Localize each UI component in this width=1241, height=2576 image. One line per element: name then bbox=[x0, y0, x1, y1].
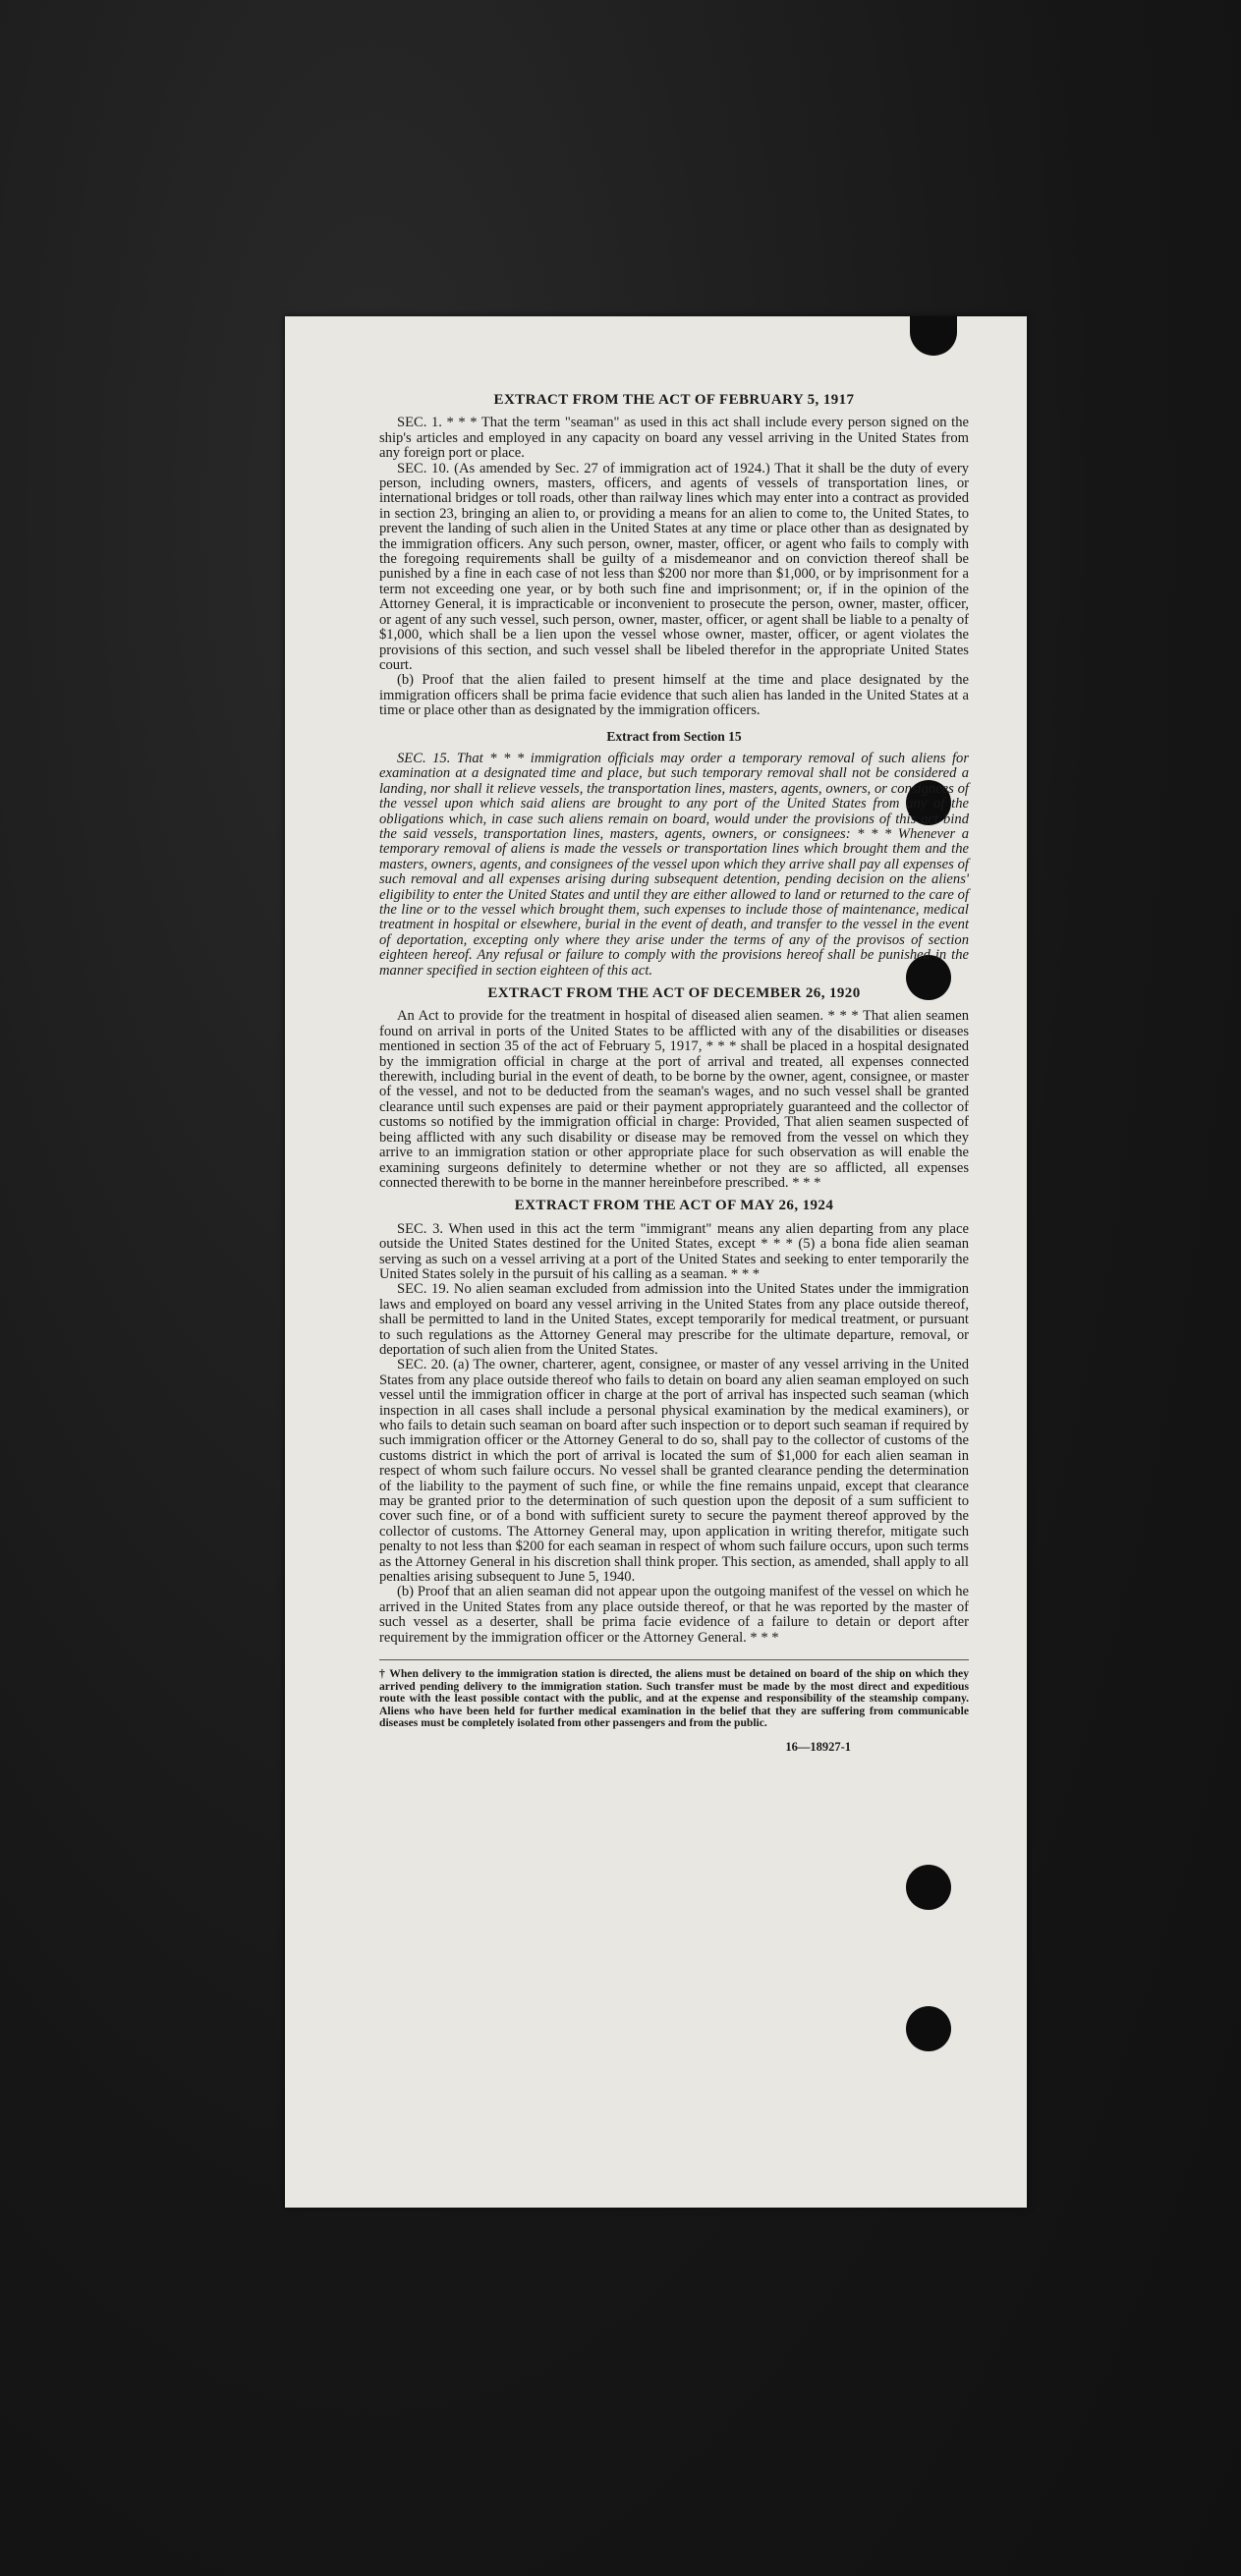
heading-act-1924: EXTRACT FROM THE ACT OF MAY 26, 1924 bbox=[514, 1198, 834, 1214]
paragraph-sec-1: SEC. 1. * * * That the term "seaman" as used in this act shall include every person signed on the ship's articles and employed in any capacity on board any vessel arriving in the United States from any foreign port or place. bbox=[379, 415, 969, 462]
subheading-section-15: Extract from Section 15 bbox=[606, 728, 742, 744]
punch-hole-4 bbox=[906, 2006, 951, 2051]
document-page bbox=[285, 316, 1027, 2208]
heading-act-1917: EXTRACT FROM THE ACT OF FEBRUARY 5, 1917 bbox=[493, 392, 855, 408]
paragraph-sec-19: SEC. 19. No alien seaman excluded from admission into the United States under the immigration laws and employed on board any vessel arriving in the United States from any place outside thereof, shall be permitted to land in the United States, except temporarily for medical treatment, or pursuant to such regulations as the Attorney General may prescribe for the ultimate departure, removal, or deportation of such alien from the United States. bbox=[379, 1281, 969, 1358]
punch-hole-top bbox=[910, 316, 957, 356]
footnote: † When delivery to the immigration station is directed, the aliens must be detained on board of the ship on which they arrived pending delivery to the immigration station. Such transfer must be made by the most direct and expeditious route with the least possible contact with the public, and at the expense and responsibility of the steamship company. Aliens who have been held for further medical examination in the belief that they are suffering from communicable diseases must be completely isolated from other passengers and from the public. bbox=[379, 1659, 969, 1730]
form-number: 16—18927-1 bbox=[785, 1740, 851, 1755]
paragraph-sec-10: SEC. 10. (As amended by Sec. 27 of immigration act of 1924.) That it shall be the duty of every person, including owners, masters, officers, and agents of vessels of transportation lines, or international bridges or toll roads, other than railway lines which may enter into a contract as provided in section 23, bringing an alien to, or providing a means for an alien to come to, the United States, to prevent the landing of such alien in the United States at any time or place other than as designated by the immigration officers. Any such person, owner, master, officer, or agent who fails to comply with the foregoing requirements shall be guilty of a misdemeanor and on conviction thereof shall be punished by a fine in each case of not less than $200 nor more than $1,000, or by imprisonment for a term not exceeding one year, or by both such fine and imprisonment; or, if in the opinion of the Attorney General, it is impracticable or inconvenient to prosecute the person, owner, master, officer, or agent of any such vessel, such person, owner, master, officer, or agent shall be liable to a penalty of $1,000, which shall be a lien upon the vessel whose owner, master, officer, or agent violates the provisions of this section, and such vessel shall be libeled therefor in the appropriate United States court. bbox=[379, 460, 969, 673]
punch-hole-3 bbox=[906, 1865, 951, 1910]
paragraph-sec-3: SEC. 3. When used in this act the term "immigrant" means any alien departing from any place outside the United States destined for the United States, except * * * (5) a bona fide alien seaman serving as such on a vessel arriving at a port of the United States and seeking to enter temporarily the United States solely in the pursuit of his calling as a seaman. * * * bbox=[379, 1220, 969, 1282]
paragraph-sec-20-a: SEC. 20. (a) The owner, charterer, agent, consignee, or master of any vessel arriving in the United States from any place outside thereof who fails to detain on board any alien seaman employed on such vessel until the immigration officer in charge at the port of arrival has inspected such seaman (which inspection in all cases shall include a personal physical examination by the medical examiners), or who fails to detain such seaman on board after such inspection or to deport such seaman if required by such immigration officer or the Attorney General to do so, shall pay to the collector of customs of the customs district in which the port of arrival is located the sum of $1,000 for each alien seaman in respect of whom such failure occurs. No vessel shall be granted clearance pending the determination of the liability to the payment of such fine, or while the fine remains unpaid, except that clearance may be granted prior to the determination of such question upon the deposit of a sum sufficient to cover such fine, or of a bond with sufficient surety to secure the payment thereof approved by the collector of customs. The Attorney General may, upon application in writing therefor, mitigate such penalty to not less than $200 for each seaman in respect of whom such failure occurs, upon such terms as the Attorney General in his discretion shall think proper. This section, as amended, shall apply to all penalties arising subsequent to June 5, 1940. bbox=[379, 1357, 969, 1586]
paragraph-sec-15: SEC. 15. That * * * immigration officials may order a temporary removal of such aliens for examination at a designated time and place, but such temporary removal shall not be considered a landing, nor shall it relieve vessels, the transportation lines, masters, agents, owners, or consignees of the vessel upon which said aliens are brought to any port of the United States from any of the obligations which, in case such aliens remain on board, would under the provisions of this act bind the said vessels, transportation lines, masters, agents, owners, or consignees: * * * Whenever a temporary removal of aliens is made the vessels or transportation lines which brought them and the masters, owners, agents, and consignees of the vessel upon which they arrive shall pay all expenses of such removal and all expenses arising during subsequent detention, pending decision on the aliens' eligibility to enter the United States and until they are either allowed to land or returned to the care of the line or to the vessel which brought them, such expenses to include those of maintenance, medical treatment in hospital or elsewhere, burial in the event of death, and transfer to the vessel in the event of deportation, excepting only where they arise under the terms of any of the provisos of section eighteen hereof. Any refusal or failure to comply with the provisions hereof shall be punished in the manner specified in section eighteen of this act. bbox=[379, 750, 969, 979]
document-content bbox=[379, 385, 969, 1755]
paragraph-sec-20-b: (b) Proof that an alien seaman did not appear upon the outgoing manifest of the vessel on which he arrived in the United States from any place outside thereof, or that he was reported by the master of such vessel as a deserter, shall be prima facie evidence of a failure to detain or deport after requirement by the immigration officer or the Attorney General. * * * bbox=[379, 1584, 969, 1646]
paragraph-sec-10-b: (b) Proof that the alien failed to present himself at the time and place designated by the immigration officers shall be prima facie evidence that such alien has landed in the United States at a time or place other than as designated by the immigration officers. bbox=[379, 672, 969, 719]
paragraph-act-1920: An Act to provide for the treatment in hospital of diseased alien seamen. * * * That alien seamen found on arrival in ports of the United States to be afflicted with any of the disabilities or diseases mentioned in section 35 of the act of February 5, 1917, * * * shall be placed in a hospital designated by the immigration official in charge at the port of arrival and treated, all expenses connected therewith, including burial in the event of death, to be borne by the owner, agent, consignee, or master of the vessel, and not to be deducted from the seaman's wages, and no such vessel shall be granted clearance until such expenses are paid or their payment appropriately guaranteed and the collector of customs so notified by the immigration official in charge: Provided, That alien seamen suspected of being afflicted with any such disability or disease may be removed from the vessel on which they arrive to an immigration station or other appropriate place for such observation as will enable the examining surgeons definitely to determine whether or not they are so afflicted, all expenses connected therewith to be borne in the manner hereinbefore prescribed. * * * bbox=[379, 1008, 969, 1191]
heading-act-1920: EXTRACT FROM THE ACT OF DECEMBER 26, 1920 bbox=[487, 985, 861, 1002]
